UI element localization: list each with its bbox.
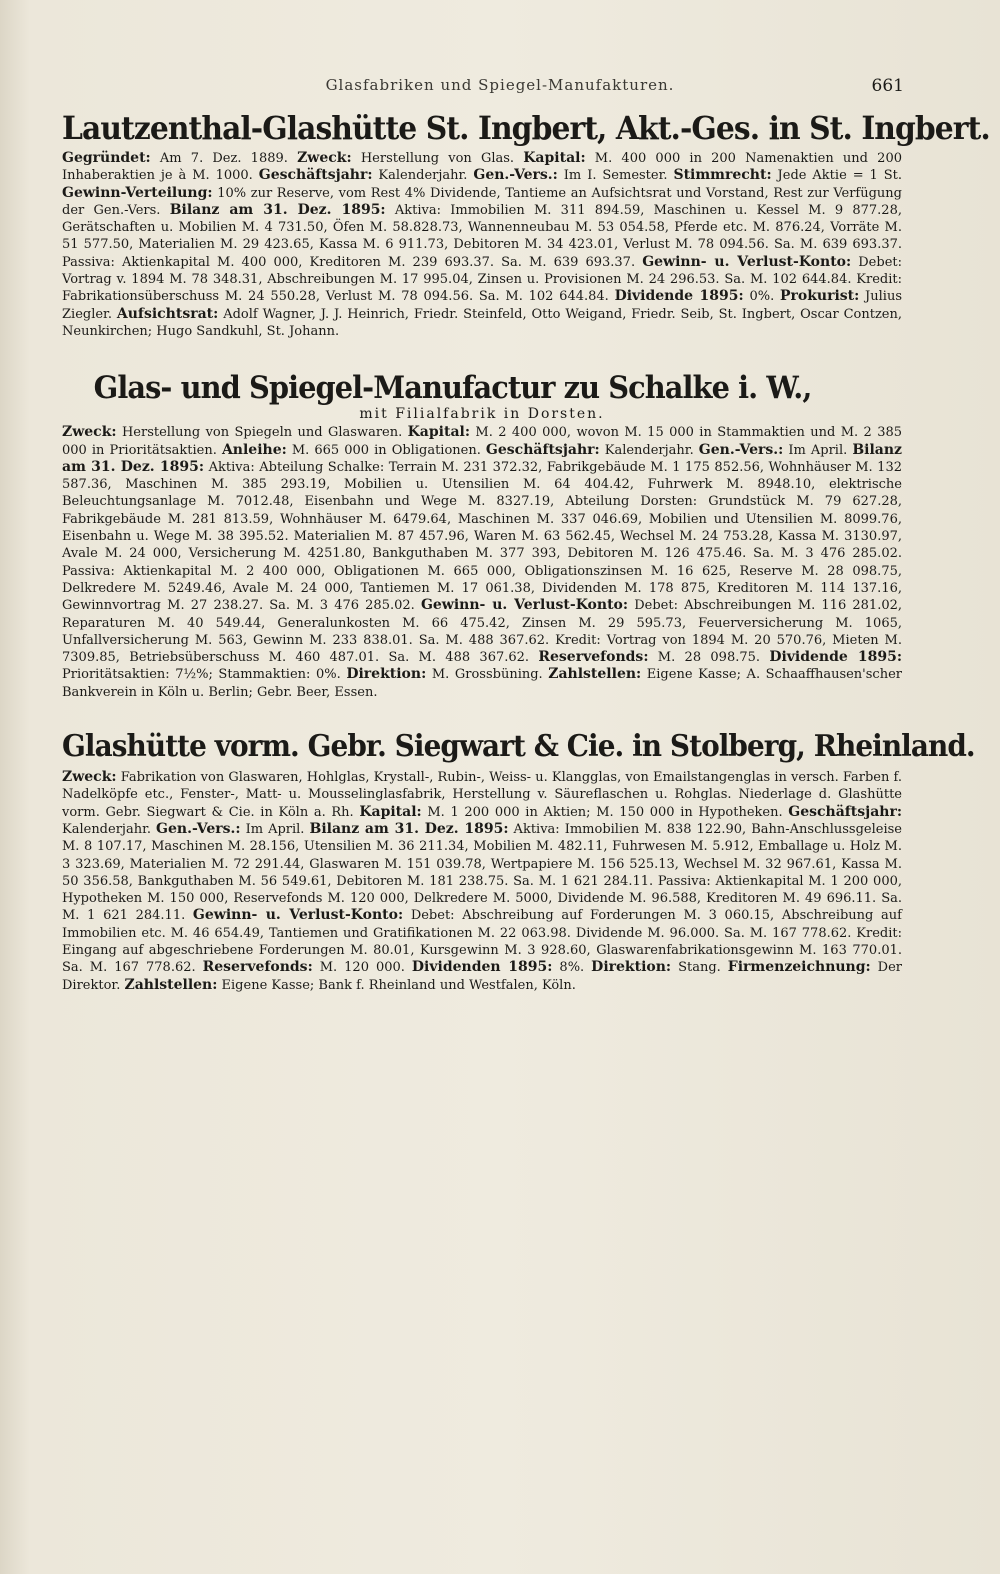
entry-label: Direktion: [346,666,427,683]
entry-label: Aufsichtsrat: [116,305,219,322]
company-title: Glas- und Spiegel-Manufactur zu Schalke i. W., [93,370,812,407]
entry-label: Zweck: [62,769,117,786]
entry-text: Im I. Semester. [557,168,674,184]
company-title: Glashütte vorm. Gebr. Siegwart & Cie. in Stolberg, Rheinland. [62,729,975,765]
entry-label: Dividenden 1895: [411,959,553,976]
entry-text: Debet: Abschreibung auf Forderungen M. 3 060.15, Abschreibung auf Immobilien etc. M. 46 654.49, Tantiemen und Gratifikationen M. 22 063.98. Dividende M. 96.000. Sa. M. 167 778.62. Kredit: Eingang auf abgeschriebene Forderungen M. 80.01, Kursgewinn M. 3 928.60, Glaswarenfabrikationsgewinn M. 163 770.01. Sa. M. 167 778.62. [62,908,902,976]
company-paragraph [62,424,902,701]
entry-label: Direktion: [591,959,672,976]
entry-label: Bilanz am 31. Dez. 1895: [62,441,902,475]
entry-text: Am 7. Dez. 1889. [150,151,298,166]
running-title: Glasfabriken und Spiegel-Manufakturen. [325,76,675,94]
company-body [62,769,902,994]
company-body [62,424,902,701]
entry-label: Reservefonds: [538,649,649,666]
entry-label: Gegründet: [62,150,151,166]
entry-text: Prioritätsaktien: 7½%; Stammaktien: 0%. [62,667,347,683]
entry-label: Gewinn- u. Verlust-Konto: [420,597,629,614]
entry-text: Im April. [783,442,853,458]
entry-label: Gen.-Vers.: [156,820,241,837]
entry-text: M. 1 200 000 in Aktien; M. 150 000 in Hypotheken. [421,804,789,820]
entry-text: Kalenderjahr. [62,821,157,837]
entry-label: Kapital: [407,424,471,441]
entry-text: Stang. [671,960,728,976]
entry-label: Gen.-Vers.: [473,167,558,184]
entry-label: Dividende 1895: [614,288,744,305]
company-entry [62,108,990,340]
entry-label: Gewinn- u. Verlust-Konto: [642,253,852,270]
entry-text: Adolf Wagner, J. J. Heinrich, Friedr. Steinfeld, Otto Weigand, Friedr. Seib, St. Ingbert, Oscar Contzen, Neunkirchen; Hugo Sandkuhl, St. Johann. [62,306,903,339]
entry-text: Fabrikation von Glaswaren, Hohlglas, Krystall-, Rubin-, Weiss- u. Klangglas, von Emailstangenglas in versch. Farben f. Nadelköpfe etc., Fenster-, Matt- u. Mousselinglasfabrik, Herstellung v. Säureflaschen u. Rohglas. Niederlage d. Glashütte vorm. Gebr. Siegwart & Cie. in Köln a. Rh. [62,770,902,820]
entry-label: Geschäftsjahr: [788,803,902,820]
entry-text: M. 120 000. [312,960,412,976]
entry-text: M. Grossbüning. [426,667,549,683]
entry-label: Zahlstellen: [548,666,642,683]
running-head [0,76,1000,104]
entry-label: Prokurist: [779,288,860,305]
entry-text: Debet: Abschreibungen M. 116 281.02, Reparaturen M. 40 549.44, Generalunkosten M. 66 475.42, Zinsen M. 29 595.73, Feuerversicherung M. 1065, Unfallversicherung M. 563, Gewinn M. 233 838.01. Sa. M. 488 367.62. Kredit: Vortrag von 1894 M. 20 570.76, Mieten M. 7309.85, Betriebsüberschuss M. 460 487.01. Sa. M. 488 367.62. [62,598,902,666]
entry-text: Julius Ziegler. [62,289,902,322]
entry-text: Eigene Kasse; A. Schaaffhausen'scher Bankverein in Köln u. Berlin; Gebr. Beer, Essen. [62,667,902,700]
entry-label: Reservefonds: [202,959,313,976]
entry-label: Stimmrecht: [673,167,772,184]
entry-text: 0%. [743,289,780,305]
entry-text: M. 2 400 000, wovon M. 15 000 in Stammaktien und M. 2 385 000 in Prioritätsaktien. [62,425,903,458]
entry-text: M. 28 098.75. [648,650,770,666]
entry-label: Gewinn-Verteilung: [62,184,213,201]
company-entry [62,368,902,701]
entry-label: Geschäftsjahr: [485,441,600,458]
entry-label: Anleihe: [221,441,287,458]
entry-text: Aktiva: Immobilien M. 311 894.59, Maschinen u. Kessel M. 9 877.28, Gerätschaften u. Mobilien M. 4 731.50, Öfen M. 58.828.73, Wannenneubau M. 53 054.58, Pferde etc. M. 876.24, Vorräte M. 51 577.50, Materialien M. 29 423.65, Kassa M. 6 911.73, Debitoren M. 34 423.01, Verlust M. 78 094.56. Sa. M. 639 693.37. Passiva: Aktienkapital M. 400 000, Kreditoren M. 239 693.37. Sa. M. 639 693.37. [62,202,902,270]
entry-text: M. 665 000 in Obligationen. [286,442,486,458]
entry-text: Herstellung von Glas. [351,151,524,166]
entry-label: Zweck: [297,150,352,166]
entry-text: Eigene Kasse; Bank f. Rheinland und Westfalen, Köln. [217,977,576,993]
company-subtitle: mit Filialfabrik in Dorsten. [359,406,605,423]
entry-text: Jede Aktie = 1 St. [771,168,902,184]
entry-label: Firmenzeichnung: [727,959,871,976]
entry-text: M. 400 000 in 200 Namenaktien und 200 Inhaberaktien je à M. 1000. [62,151,902,184]
entry-label: Dividende 1895: [769,649,902,666]
company-paragraph [62,150,902,340]
entry-text: Kalenderjahr. [372,168,474,184]
entry-label: Bilanz am 31. Dez. 1895: [169,201,386,218]
entry-text: Kalenderjahr. [599,442,699,458]
entry-text: Im April. [240,821,310,837]
entry-text: Herstellung von Spiegeln und Glaswaren. [116,425,408,441]
entry-text: Aktiva: Abteilung Schalke: Terrain M. 231 372.32, Fabrikgebäude M. 1 175 852.56, Wohnhäuser M. 132 587.36, Maschinen M. 385 293.19, Mobilien u. Utensilien M. 64 404.42, Fuhrwerk M. 8948.10, elektrische Beleuchtungsanlage M. 7012.48, Eisenbahn und Wege M. 8327.19, Abteilung Dorsten: Grundstück M. 79 627.28, Fabrikgebäude M. 281 813.59, Wohnhäuser M. 6479.64, Maschinen M. 337 046.69, Mobilien und Utensilien M. 8099.76, Eisenbahn u. Wege M. 38 395.52. Materialien M. 87 457.96, Waren M. 63 562.45, Wechsel M. 24 753.28, Kassa M. 3130.97, Avale M. 24 000, Versicherung M. 4251.80, Bankguthaben M. 377 393, Debitoren M. 126 475.46. Sa. M. 3 476 285.02. Passiva: Aktienkapital M. 2 400 000, Obligationen M. 665 000, Obligationszinsen M. 16 625, Reserve M. 28 098.75, Delkredere M. 5249.46, Avale M. 24 000, Tantiemen M. 17 061.38, Dividenden M. 178 875, Kreditoren M. 114 137.16, Gewinnvortrag M. 27 238.27. Sa. M. 3 476 285.02. [62,459,902,614]
entry-label: Zweck: [62,424,117,441]
company-body [62,150,902,340]
entry-text: 8%. [552,960,592,976]
entry-label: Bilanz am 31. Dez. 1895: [309,820,509,837]
entry-text: Aktiva: Immobilien M. 838 122.90, Bahn-Anschlussgeleise M. 8 107.17, Maschinen M. 28.156, Utensilien M. 36 211.34, Mobilien M. 482.11, Fuhrwesen M. 5.912, Emballage u. Holz M. 3 323.69, Materialien M. 72 291.44, Glaswaren M. 151 039.78, Wertpapiere M. 156 525.13, Wechsel M. 32 967.61, Kassa M. 50 356.58, Bankguthaben M. 56 549.61, Debitoren M. 181 238.75. Sa. M. 1 621 284.11. Passiva: Aktienkapital M. 1 200 000, Hypotheken M. 150 000, Reservefonds M. 120 000, Delkredere M. 5000, Dividende M. 96.588, Kreditoren M. 49 696.11. Sa. M. 1 621 284.11. [62,821,902,924]
entry-label: Gen.-Vers.: [698,441,784,458]
entry-label: Kapital: [359,803,422,820]
page-number: 661 [871,76,904,96]
entry-text: Der Direktor. [62,960,903,993]
company-entry [62,727,975,994]
entry-text: 10% zur Reserve, vom Rest 4% Dividende, Tantieme an Aufsichtsrat und Vorstand, Rest zur Verfügung der Gen.-Vers. [62,185,902,218]
entry-label: Kapital: [523,150,586,166]
entry-label: Geschäftsjahr: [258,167,373,184]
company-title: Lautzenthal-Glashütte St. Ingbert, Akt.-Ges. in St. Ingbert. [62,109,990,147]
company-paragraph [62,769,902,994]
page-content [62,108,990,1016]
entry-text: Debet: Vortrag v. 1894 M. 78 348.31, Abschreibungen M. 17 995.04, Zinsen u. Provisionen M. 24 296.53. Sa. M. 102 644.84. Kredit: Fabrikationsüberschuss M. 24 550.28, Verlust M. 78 094.56. Sa. M. 102 644.84. [62,254,902,305]
entry-label: Gewinn- u. Verlust-Konto: [192,907,404,924]
entry-label: Zahlstellen: [124,976,218,993]
